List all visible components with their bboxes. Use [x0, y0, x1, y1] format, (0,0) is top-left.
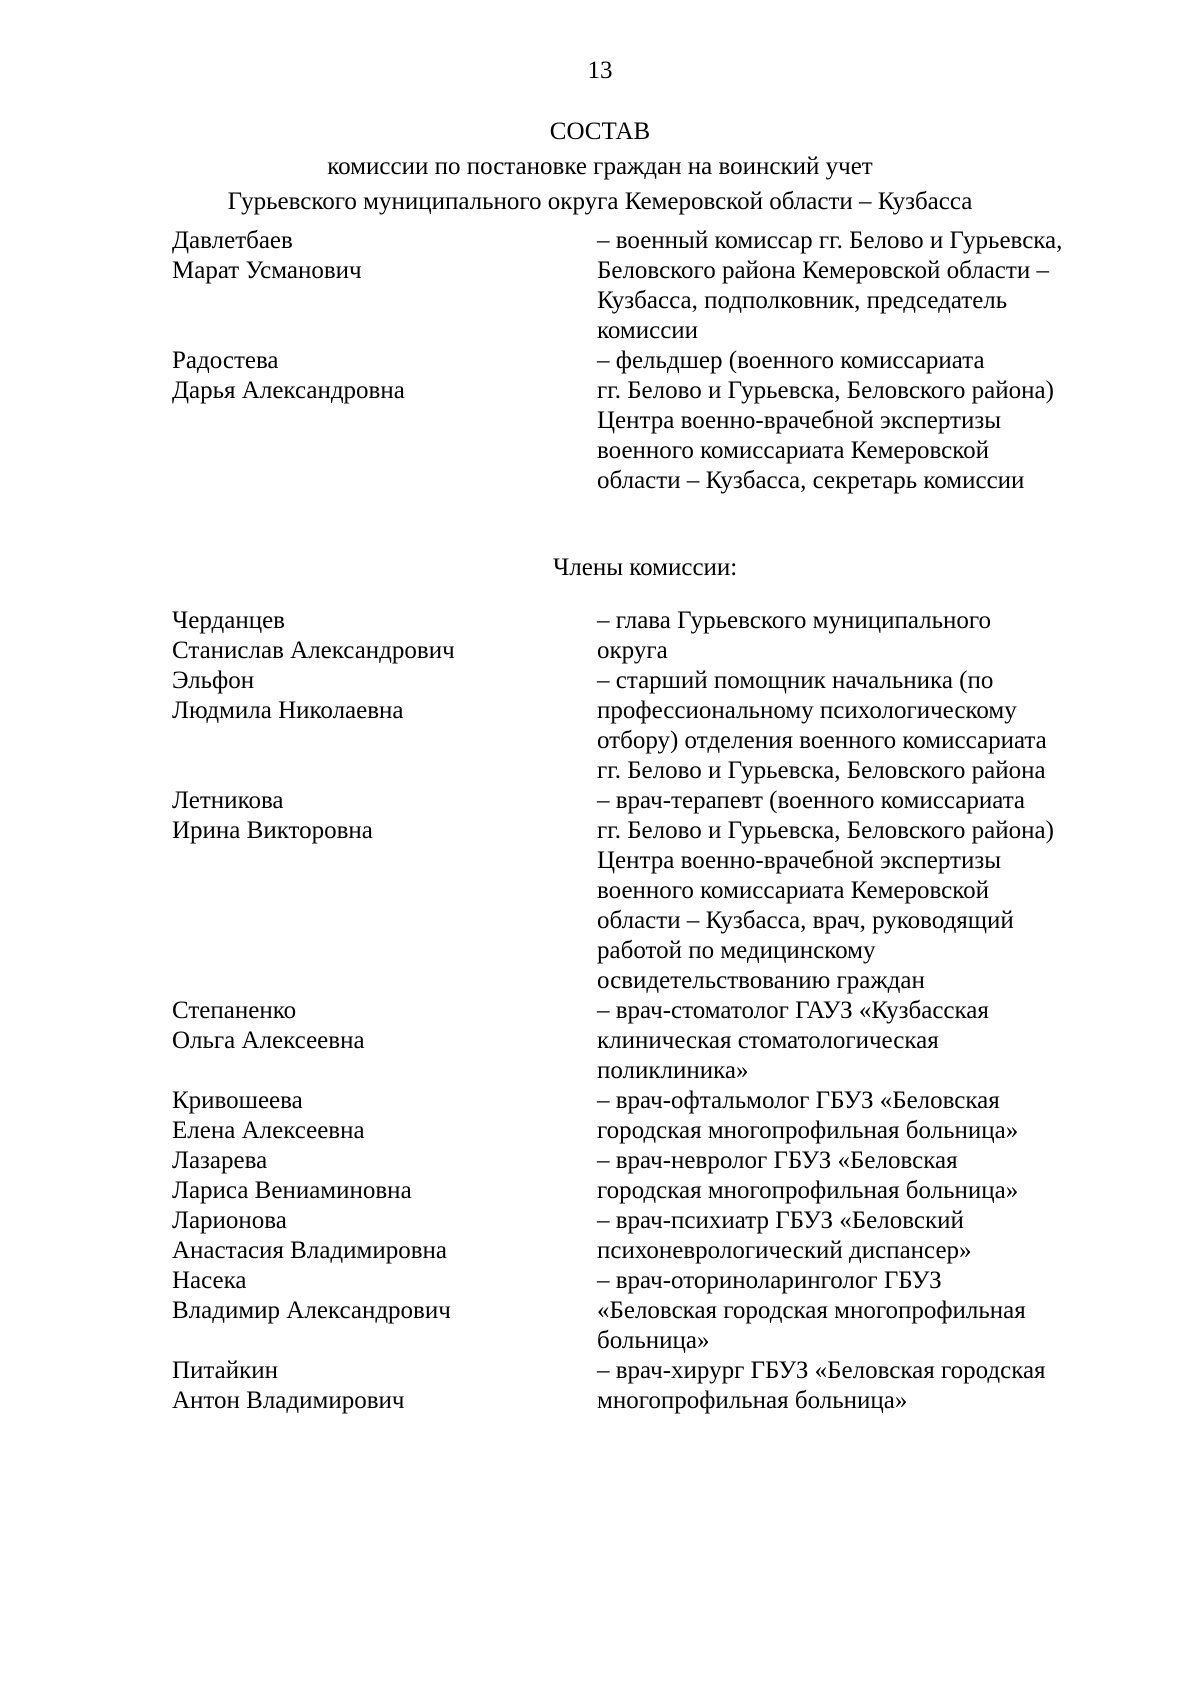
role-line: Центра военно-врачебной экспертизы [597, 847, 1001, 874]
list-item [0, 606, 1200, 666]
given-name: Станислав Александрович [172, 637, 455, 664]
role-line: профессиональному психологическому [597, 697, 1017, 724]
role-line: Центра военно-врачебной экспертизы [597, 407, 1001, 434]
list-item [0, 1086, 1200, 1146]
given-name: Лариса Вениаминовна [172, 1177, 412, 1204]
surname: Черданцев [172, 607, 285, 634]
person-role [597, 606, 1157, 666]
person-role [597, 226, 1157, 346]
surname: Радостева [172, 347, 279, 374]
person-role [597, 786, 1157, 996]
role-line: – врач-психиатр ГБУЗ «Беловский [597, 1207, 964, 1234]
list-item [0, 666, 1200, 786]
role-line: отбору) отделения военного комиссариата [597, 727, 1047, 754]
members-list [0, 606, 1200, 1416]
document-title [0, 114, 1200, 219]
given-name: Владимир Александрович [172, 1297, 451, 1324]
person-name [172, 606, 597, 666]
person-role [597, 996, 1157, 1086]
list-item [0, 1356, 1200, 1416]
role-line: психоневрологический диспансер» [597, 1237, 972, 1264]
person-role [597, 1146, 1157, 1206]
surname: Летникова [172, 787, 284, 814]
role-line: Кузбасса, подполковник, председатель [597, 287, 1008, 314]
role-line: Беловского района Кемеровской области – [597, 257, 1049, 284]
given-name: Ирина Викторовна [172, 817, 373, 844]
person-name [172, 1146, 597, 1206]
list-item [0, 1206, 1200, 1266]
person-name [172, 1356, 597, 1416]
list-item [0, 786, 1200, 996]
person-role [597, 346, 1157, 496]
role-line: многопрофильная больница» [597, 1387, 908, 1414]
role-line: – фельдшер (военного комиссариата [597, 347, 985, 374]
role-line: – врач-невролог ГБУЗ «Беловская [597, 1147, 958, 1174]
person-name [172, 996, 597, 1086]
title-line-2: комиссии по постановке граждан на воинский учет [327, 153, 873, 180]
role-line: городская многопрофильная больница» [597, 1177, 1019, 1204]
given-name: Людмила Николаевна [172, 697, 404, 724]
person-role [597, 1086, 1157, 1146]
given-name: Елена Алексеевна [172, 1117, 365, 1144]
role-line: «Беловская городская многопрофильная [597, 1297, 1026, 1324]
given-name: Марат Усманович [172, 257, 362, 284]
role-line: клиническая стоматологическая [597, 1027, 939, 1054]
surname: Давлетбаев [172, 227, 293, 254]
person-name [172, 786, 597, 996]
list-item [0, 346, 1200, 496]
given-name: Дарья Александровна [172, 377, 405, 404]
person-name [172, 1266, 597, 1356]
person-role [597, 1206, 1157, 1266]
role-line: области – Кузбасса, врач, руководящий [597, 907, 1014, 934]
surname: Ларионова [172, 1207, 287, 1234]
role-line: работой по медицинскому [597, 937, 876, 964]
person-role [597, 1266, 1157, 1356]
title-line-1: СОСТАВ [549, 118, 651, 145]
role-line: – старший помощник начальника (по [597, 667, 994, 694]
role-line: – врач-офтальмолог ГБУЗ «Беловская [597, 1087, 1000, 1114]
person-name [172, 1086, 597, 1146]
list-item [0, 226, 1200, 346]
person-name [172, 1206, 597, 1266]
role-line: – врач-стоматолог ГАУЗ «Кузбасская [597, 997, 989, 1024]
list-item [0, 996, 1200, 1086]
list-item [0, 1146, 1200, 1206]
members-heading: Члены комиссии: [553, 554, 738, 581]
role-line: освидетельствованию граждан [597, 967, 925, 994]
leaders-list [0, 226, 1200, 496]
list-item [0, 1266, 1200, 1356]
role-line: поликлиника» [597, 1057, 749, 1084]
role-line: больница» [597, 1327, 710, 1354]
surname: Кривошеева [172, 1087, 303, 1114]
surname: Насека [172, 1267, 247, 1294]
person-name [172, 346, 597, 496]
role-line: гг. Белово и Гурьевска, Беловского района [597, 757, 1046, 784]
surname: Степаненко [172, 997, 297, 1024]
person-role [597, 666, 1157, 786]
role-line: гг. Белово и Гурьевска, Беловского района) [597, 377, 1054, 404]
role-line: комиссии [597, 317, 699, 344]
surname: Питайкин [172, 1357, 279, 1384]
role-line: военного комиссариата Кемеровской [597, 877, 990, 904]
given-name: Анастасия Владимировна [172, 1237, 447, 1264]
role-line: округа [597, 637, 668, 664]
surname: Эльфон [172, 667, 255, 694]
given-name: Антон Владимирович [172, 1387, 405, 1414]
role-line: – врач-терапевт (военного комиссариата [597, 787, 1026, 814]
given-name: Ольга Алексеевна [172, 1027, 365, 1054]
person-name [172, 666, 597, 786]
role-line: – врач-оториноларинголог ГБУЗ [597, 1267, 942, 1294]
person-name [172, 226, 597, 346]
title-line-3: Гурьевского муниципального округа Кемеровской области – Кузбасса [227, 188, 973, 215]
role-line: – военный комиссар гг. Белово и Гурьевска, [597, 227, 1063, 254]
surname: Лазарева [172, 1147, 268, 1174]
page-number: 13 [587, 57, 613, 84]
role-line: – врач-хирург ГБУЗ «Беловская городская [597, 1357, 1046, 1384]
person-role [597, 1356, 1157, 1416]
role-line: военного комиссариата Кемеровской [597, 437, 990, 464]
role-line: гг. Белово и Гурьевска, Беловского района) [597, 817, 1054, 844]
role-line: – глава Гурьевского муниципального [597, 607, 992, 634]
role-line: городская многопрофильная больница» [597, 1117, 1019, 1144]
role-line: области – Кузбасса, секретарь комиссии [597, 467, 1025, 494]
